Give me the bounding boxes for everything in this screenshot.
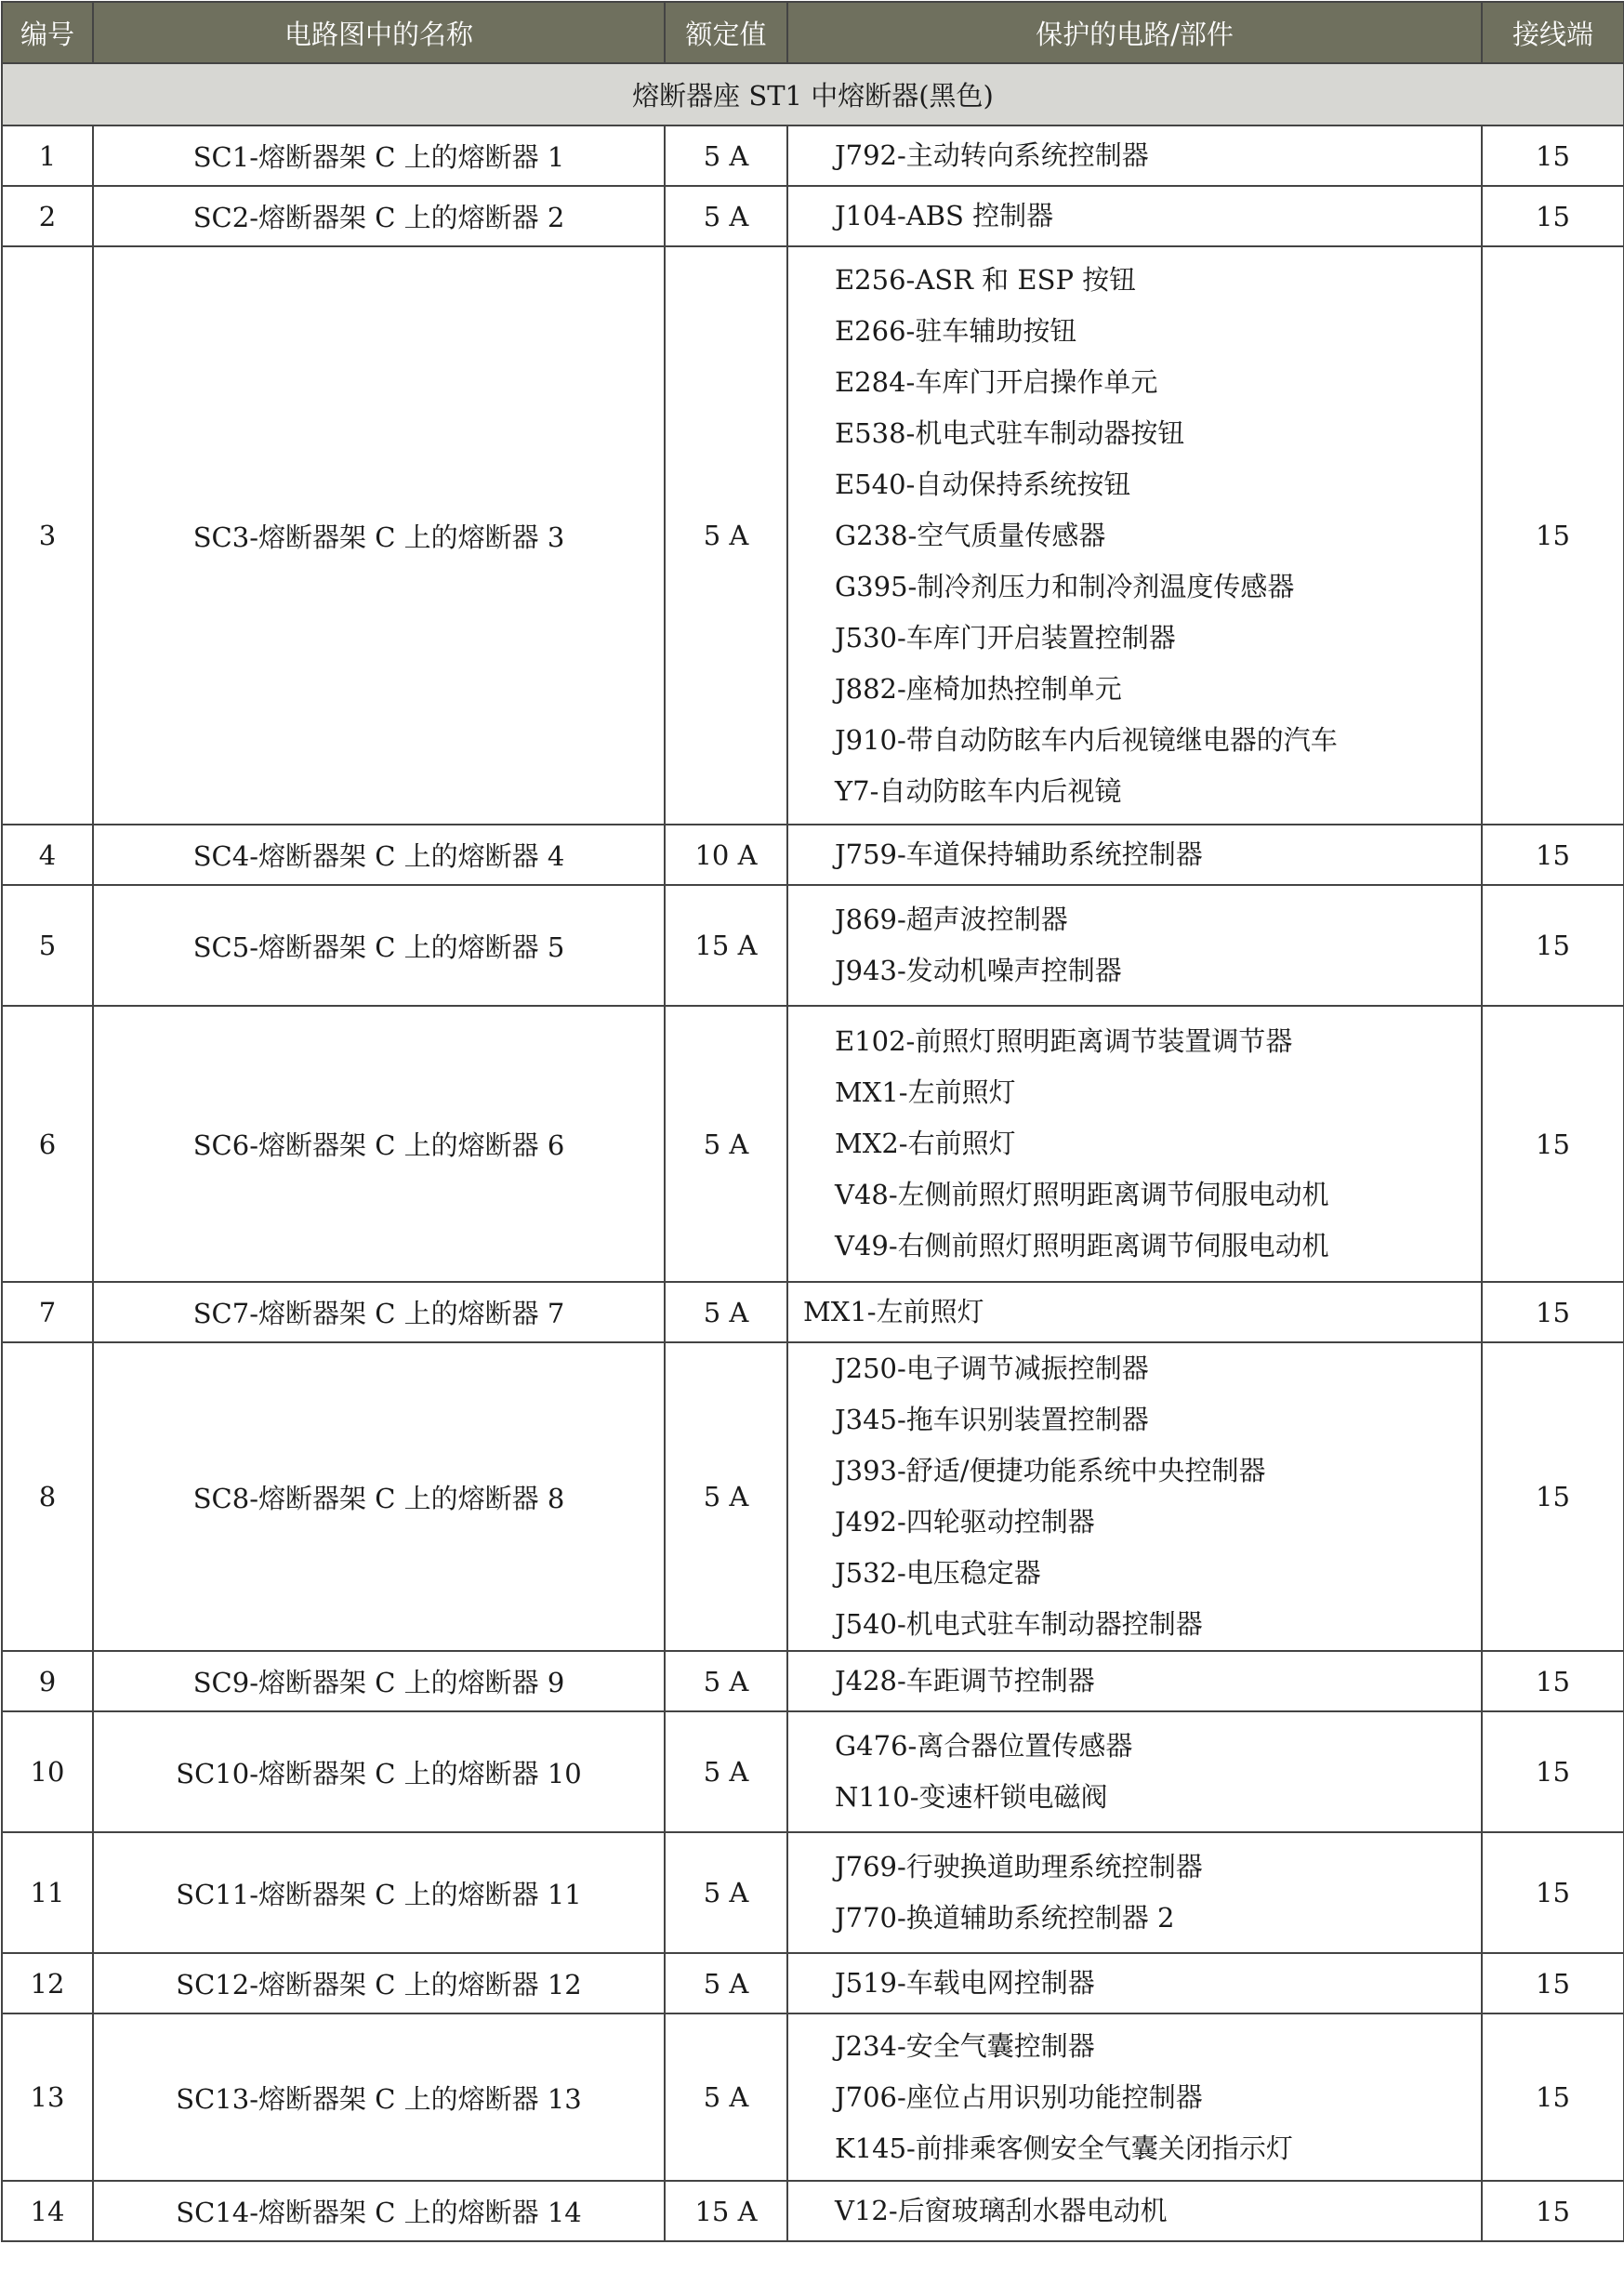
cell-terminal: 15 (1482, 1953, 1624, 2013)
header-rating: 额定值 (665, 2, 787, 63)
circuit-item: J234-安全气囊控制器 (835, 2029, 1095, 2062)
circuit-item: J428-车距调节控制器 (835, 1665, 1095, 1696)
table-row (2, 1711, 1624, 1832)
circuit-item: J532-电压稳定器 (835, 1557, 1041, 1589)
cell-rating: 5 A (665, 1953, 787, 2013)
cell-circuits (787, 125, 1482, 186)
cell-terminal: 15 (1482, 1342, 1624, 1651)
cell-name: SC7-熔断器架 C 上的熔断器 7 (93, 1282, 665, 1342)
table-row (2, 825, 1624, 885)
table-row (2, 246, 1624, 825)
circuit-item: Y7-自动防眩车内后视镜 (835, 774, 1122, 807)
circuit-item: J792-主动转向系统控制器 (835, 139, 1149, 171)
circuit-item: J104-ABS 控制器 (835, 200, 1054, 231)
cell-no: 14 (2, 2181, 93, 2241)
cell-name: SC8-熔断器架 C 上的熔断器 8 (93, 1342, 665, 1651)
cell-no: 8 (2, 1342, 93, 1651)
table-header (2, 2, 1624, 63)
cell-no: 3 (2, 246, 93, 825)
circuit-item: V49-右侧前照灯照明距离调节伺服电动机 (835, 1230, 1329, 1261)
header-name: 电路图中的名称 (93, 2, 665, 63)
cell-circuits (787, 2013, 1482, 2181)
circuit-item: J393-舒适/便捷功能系统中央控制器 (835, 1455, 1266, 1486)
cell-terminal: 15 (1482, 1832, 1624, 1953)
circuit-item: E102-前照灯照明距离调节装置调节器 (835, 1025, 1293, 1057)
cell-no: 6 (2, 1006, 93, 1282)
cell-circuits (787, 1711, 1482, 1832)
circuit-item: MX2-右前照灯 (835, 1128, 1016, 1159)
cell-name: SC6-熔断器架 C 上的熔断器 6 (93, 1006, 665, 1282)
circuit-item: MX1-左前照灯 (835, 1076, 1016, 1108)
cell-rating: 5 A (665, 1832, 787, 1953)
cell-rating: 15 A (665, 2181, 787, 2241)
table-body (2, 63, 1624, 2241)
table-row (2, 1953, 1624, 2013)
cell-terminal: 15 (1482, 825, 1624, 885)
circuit-item: J882-座椅加热控制单元 (835, 672, 1122, 705)
cell-circuits (787, 246, 1482, 825)
circuit-item: J345-拖车识别装置控制器 (835, 1404, 1149, 1435)
circuit-item: G395-制冷剂压力和制冷剂温度传感器 (835, 570, 1295, 602)
cell-terminal: 15 (1482, 1651, 1624, 1711)
table-row (2, 1832, 1624, 1953)
circuit-item: E538-机电式驻车制动器按钮 (835, 416, 1185, 449)
cell-terminal: 15 (1482, 1711, 1624, 1832)
cell-terminal: 15 (1482, 2181, 1624, 2241)
cell-no: 5 (2, 885, 93, 1006)
group-row (2, 63, 1624, 125)
cell-rating: 5 A (665, 1006, 787, 1282)
table-row (2, 1006, 1624, 1282)
cell-circuits (787, 1006, 1482, 1282)
fuse-table (1, 1, 1624, 2242)
cell-circuits (787, 1953, 1482, 2013)
circuit-item: E284-车库门开启操作单元 (835, 365, 1158, 398)
header-row (2, 2, 1624, 63)
circuit-item: J769-行驶换道助理系统控制器 (835, 1851, 1203, 1882)
cell-name: SC10-熔断器架 C 上的熔断器 10 (93, 1711, 665, 1832)
cell-rating: 5 A (665, 246, 787, 825)
cell-no: 9 (2, 1651, 93, 1711)
circuit-item: V12-后窗玻璃刮水器电动机 (835, 2195, 1168, 2226)
cell-terminal: 15 (1482, 246, 1624, 825)
circuit-item: J943-发动机噪声控制器 (835, 955, 1122, 986)
cell-name: SC11-熔断器架 C 上的熔断器 11 (93, 1832, 665, 1953)
table-row (2, 885, 1624, 1006)
cell-terminal: 15 (1482, 885, 1624, 1006)
circuit-item: J540-机电式驻车制动器控制器 (835, 1608, 1203, 1640)
cell-name: SC1-熔断器架 C 上的熔断器 1 (93, 125, 665, 186)
table-row (2, 186, 1624, 246)
table-row (2, 2013, 1624, 2181)
cell-rating: 10 A (665, 825, 787, 885)
circuit-item: G476-离合器位置传感器 (835, 1730, 1133, 1762)
cell-circuits (787, 1832, 1482, 1953)
circuit-item: J250-电子调节减振控制器 (835, 1353, 1149, 1384)
cell-rating: 5 A (665, 1711, 787, 1832)
table-row (2, 1342, 1624, 1651)
cell-circuits (787, 1651, 1482, 1711)
circuit-item: J759-车道保持辅助系统控制器 (835, 838, 1203, 870)
circuit-item: J910-带自动防眩车内后视镜继电器的汽车 (835, 723, 1338, 756)
table-row (2, 1651, 1624, 1711)
circuit-item: G238-空气质量传感器 (835, 519, 1106, 551)
cell-terminal: 15 (1482, 2013, 1624, 2181)
cell-no: 13 (2, 2013, 93, 2181)
cell-rating: 5 A (665, 2013, 787, 2181)
cell-name: SC13-熔断器架 C 上的熔断器 13 (93, 2013, 665, 2181)
circuit-item: J706-座位占用识别功能控制器 (835, 2080, 1203, 2113)
cell-no: 11 (2, 1832, 93, 1953)
cell-circuits (787, 2181, 1482, 2241)
cell-name: SC9-熔断器架 C 上的熔断器 9 (93, 1651, 665, 1711)
circuit-item: E540-自动保持系统按钮 (835, 468, 1131, 500)
circuit-item: J492-四轮驱动控制器 (835, 1506, 1095, 1538)
cell-rating: 5 A (665, 125, 787, 186)
cell-terminal: 15 (1482, 186, 1624, 246)
cell-name: SC14-熔断器架 C 上的熔断器 14 (93, 2181, 665, 2241)
cell-rating: 15 A (665, 885, 787, 1006)
header-circuits: 保护的电路/部件 (787, 2, 1482, 63)
circuit-item: J869-超声波控制器 (835, 904, 1068, 935)
circuit-item: N110-变速杆锁电磁阀 (835, 1781, 1108, 1813)
cell-rating: 5 A (665, 186, 787, 246)
cell-terminal: 15 (1482, 1006, 1624, 1282)
cell-no: 2 (2, 186, 93, 246)
table-row (2, 1282, 1624, 1342)
cell-circuits (787, 186, 1482, 246)
cell-name: SC5-熔断器架 C 上的熔断器 5 (93, 885, 665, 1006)
header-no: 编号 (2, 2, 93, 63)
cell-name: SC12-熔断器架 C 上的熔断器 12 (93, 1953, 665, 2013)
circuit-item: J770-换道辅助系统控制器 2 (835, 1902, 1175, 1934)
cell-circuits (787, 885, 1482, 1006)
cell-name: SC3-熔断器架 C 上的熔断器 3 (93, 246, 665, 825)
circuit-item: MX1-左前照灯 (803, 1296, 984, 1327)
cell-no: 7 (2, 1282, 93, 1342)
cell-no: 10 (2, 1711, 93, 1832)
cell-circuits (787, 1342, 1482, 1651)
circuit-item: J519-车载电网控制器 (835, 1967, 1095, 1999)
table-row (2, 2181, 1624, 2241)
header-terminal: 接线端 (1482, 2, 1624, 63)
circuit-item: E256-ASR 和 ESP 按钮 (835, 263, 1137, 296)
cell-name: SC4-熔断器架 C 上的熔断器 4 (93, 825, 665, 885)
cell-circuits (787, 825, 1482, 885)
cell-rating: 5 A (665, 1342, 787, 1651)
cell-circuits (787, 1282, 1482, 1342)
circuit-item: V48-左侧前照灯照明距离调节伺服电动机 (835, 1179, 1329, 1210)
cell-no: 12 (2, 1953, 93, 2013)
cell-rating: 5 A (665, 1651, 787, 1711)
group-title: 熔断器座 ST1 中熔断器(黑色) (2, 63, 1624, 125)
circuit-item: K145-前排乘客侧安全气囊关闭指示灯 (835, 2132, 1293, 2164)
table-row (2, 125, 1624, 186)
cell-no: 1 (2, 125, 93, 186)
circuit-item: E266-驻车辅助按钮 (835, 314, 1077, 347)
cell-terminal: 15 (1482, 125, 1624, 186)
cell-terminal: 15 (1482, 1282, 1624, 1342)
cell-name: SC2-熔断器架 C 上的熔断器 2 (93, 186, 665, 246)
cell-no: 4 (2, 825, 93, 885)
circuit-item: J530-车库门开启装置控制器 (835, 621, 1176, 654)
cell-rating: 5 A (665, 1282, 787, 1342)
